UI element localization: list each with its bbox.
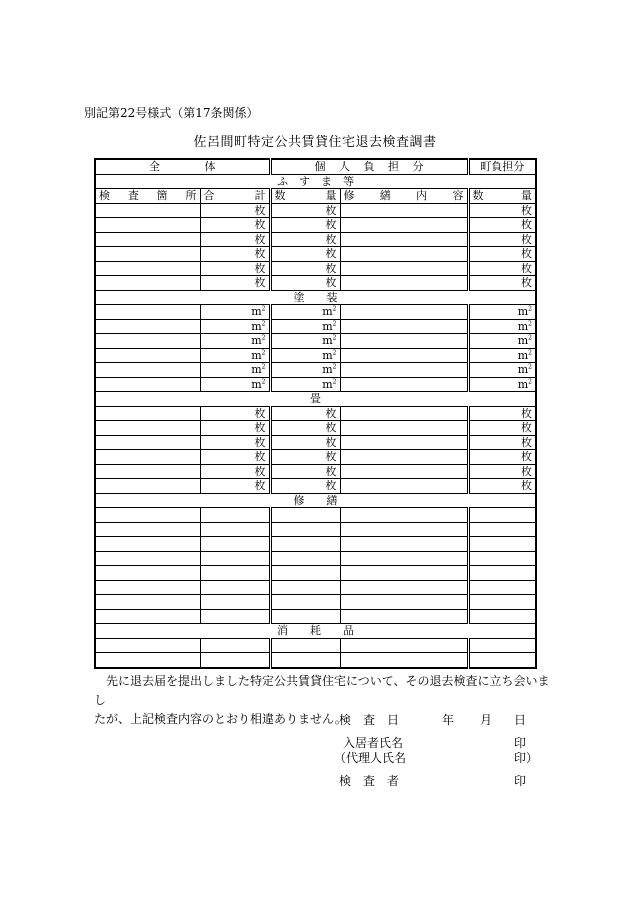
unit-sheet: 枚 xyxy=(521,247,532,261)
town-qty-cell xyxy=(468,522,536,537)
unit-sqm: m xyxy=(251,334,262,348)
section-title: ふ す ま 等 xyxy=(277,174,354,188)
fusuma-row xyxy=(95,203,536,218)
unit-sqm-superscript: 2 xyxy=(261,320,266,328)
unit-sqm-superscript: 2 xyxy=(528,363,532,371)
qty-cell xyxy=(270,276,340,291)
unit-sqm: m xyxy=(251,305,262,319)
qty-cell xyxy=(270,334,340,349)
unit-sqm: m xyxy=(251,363,262,377)
total-cell xyxy=(200,638,270,653)
label-part: 数 xyxy=(472,189,484,203)
location-cell xyxy=(95,276,200,291)
unit-sheet: 枚 xyxy=(521,232,532,246)
total-cell xyxy=(200,218,270,233)
unit-sheet: 枚 xyxy=(254,435,266,449)
location-cell xyxy=(95,232,200,247)
repair-content-cell xyxy=(340,406,468,421)
repair-content-cell xyxy=(340,232,468,247)
qty-cell xyxy=(270,421,340,436)
unit-sheet: 枚 xyxy=(254,232,266,246)
label-part: 容 xyxy=(452,189,464,203)
location-cell xyxy=(95,363,200,378)
label-part: 検 xyxy=(99,189,110,203)
unit-sheet: 枚 xyxy=(521,218,532,232)
section-consumables-title xyxy=(95,624,536,639)
col-inspection-location xyxy=(95,189,200,204)
qty-cell xyxy=(270,406,340,421)
unit-sheet: 枚 xyxy=(521,261,532,275)
repair-content-cell xyxy=(340,479,468,494)
total-cell xyxy=(200,421,270,436)
total-cell xyxy=(200,334,270,349)
unit-sqm: m xyxy=(322,334,333,348)
town-qty-cell xyxy=(468,406,536,421)
total-cell xyxy=(200,305,270,320)
location-cell xyxy=(95,421,200,436)
qty-cell xyxy=(270,580,340,595)
town-qty-cell xyxy=(468,653,536,668)
unit-sqm-superscript: 2 xyxy=(528,378,532,386)
resident-seal: 印 xyxy=(514,736,527,750)
unit-sheet: 枚 xyxy=(521,435,532,449)
qty-cell xyxy=(270,522,340,537)
unit-sqm-superscript: 2 xyxy=(528,305,532,313)
section-paint xyxy=(95,290,536,305)
unit-sqm: m xyxy=(517,377,529,391)
town-qty-cell xyxy=(468,218,536,233)
form-number-label: 別記第22号様式（第17条関係） xyxy=(84,106,259,120)
repair-content-cell xyxy=(340,566,468,581)
unit-sheet: 枚 xyxy=(254,276,266,290)
inspection-table xyxy=(94,158,537,669)
tatami-row xyxy=(95,435,536,450)
section-tatami-title xyxy=(95,392,536,407)
repair-row xyxy=(95,537,536,552)
unit-sqm-superscript: 2 xyxy=(261,378,266,386)
unit-sheet: 枚 xyxy=(325,421,337,435)
town-qty-cell xyxy=(468,334,536,349)
town-qty-cell xyxy=(468,276,536,291)
repair-content-cell xyxy=(340,638,468,653)
repair-content-cell xyxy=(340,435,468,450)
town-qty-cell xyxy=(468,638,536,653)
location-cell xyxy=(95,218,200,233)
town-qty-cell xyxy=(468,363,536,378)
location-cell xyxy=(95,261,200,276)
total-cell xyxy=(200,276,270,291)
section-fusuma-title xyxy=(95,174,536,189)
total-cell xyxy=(200,406,270,421)
town-qty-cell xyxy=(468,421,536,436)
inspector-seal: 印 xyxy=(514,774,527,788)
repair-row xyxy=(95,522,536,537)
fusuma-row xyxy=(95,247,536,262)
unit-sheet: 枚 xyxy=(325,247,337,261)
total-cell xyxy=(200,203,270,218)
town-qty-cell xyxy=(468,609,536,624)
town-qty-cell xyxy=(468,464,536,479)
total-cell xyxy=(200,479,270,494)
location-cell xyxy=(95,508,200,523)
town-qty-cell xyxy=(468,595,536,610)
total-cell xyxy=(200,247,270,262)
repair-content-cell xyxy=(340,363,468,378)
header-personal-share: 個 人 負 担 分 xyxy=(270,159,468,174)
label-part: 修 xyxy=(343,189,355,203)
repair-content-cell xyxy=(340,653,468,668)
unit-sheet: 枚 xyxy=(521,203,532,217)
label-part: 量 xyxy=(325,189,337,203)
unit-sqm-superscript: 2 xyxy=(332,305,337,313)
repair-content-cell xyxy=(340,203,468,218)
unit-sheet: 枚 xyxy=(254,421,266,435)
total-cell xyxy=(200,377,270,392)
location-cell xyxy=(95,377,200,392)
location-cell xyxy=(95,580,200,595)
unit-sqm-superscript: 2 xyxy=(332,363,337,371)
town-qty-cell xyxy=(468,435,536,450)
unit-sqm: m xyxy=(517,348,529,362)
col-town-quantity xyxy=(468,189,536,204)
unit-sheet: 枚 xyxy=(325,464,337,478)
paint-row xyxy=(95,348,536,363)
agent-seal: 印） xyxy=(514,751,539,765)
location-cell xyxy=(95,595,200,610)
total-cell xyxy=(200,566,270,581)
unit-sqm: m xyxy=(517,319,529,333)
label-part: 所 xyxy=(185,189,197,203)
unit-sheet: 枚 xyxy=(254,203,266,217)
col-quantity xyxy=(270,189,340,204)
unit-sheet: 枚 xyxy=(325,203,337,217)
location-cell xyxy=(95,247,200,262)
section-paint-title xyxy=(95,290,536,305)
qty-cell xyxy=(270,638,340,653)
unit-sqm: m xyxy=(322,377,333,391)
qty-cell xyxy=(270,377,340,392)
unit-sqm: m xyxy=(251,348,262,362)
location-cell xyxy=(95,348,200,363)
town-qty-cell xyxy=(468,261,536,276)
consumables-row xyxy=(95,653,536,668)
repair-row xyxy=(95,595,536,610)
repair-row xyxy=(95,508,536,523)
total-cell xyxy=(200,319,270,334)
town-qty-cell xyxy=(468,450,536,465)
col-total xyxy=(200,189,270,204)
location-cell xyxy=(95,334,200,349)
qty-cell xyxy=(270,348,340,363)
unit-sheet: 枚 xyxy=(254,247,266,261)
label-part: 数 xyxy=(274,189,286,203)
repair-content-cell xyxy=(340,305,468,320)
location-cell xyxy=(95,638,200,653)
section-fusuma xyxy=(95,174,536,189)
unit-sqm: m xyxy=(251,377,262,391)
unit-sheet: 枚 xyxy=(521,421,532,435)
repair-content-cell xyxy=(340,247,468,262)
table-header-row xyxy=(95,159,536,174)
qty-cell xyxy=(270,319,340,334)
unit-sheet: 枚 xyxy=(521,464,532,478)
qty-cell xyxy=(270,609,340,624)
repair-content-cell xyxy=(340,334,468,349)
label-part: 合 xyxy=(203,189,215,203)
repair-content-cell xyxy=(340,218,468,233)
resident-name-label: 入居者氏名 xyxy=(343,736,404,750)
total-cell xyxy=(200,261,270,276)
unit-sqm: m xyxy=(322,363,333,377)
header-all: 全 体 xyxy=(95,159,270,174)
column-header-row xyxy=(95,189,536,204)
repair-row xyxy=(95,580,536,595)
repair-content-cell xyxy=(340,421,468,436)
unit-sheet: 枚 xyxy=(254,261,266,275)
location-cell xyxy=(95,450,200,465)
unit-sqm-superscript: 2 xyxy=(528,320,532,328)
paint-row xyxy=(95,363,536,378)
repair-content-cell xyxy=(340,609,468,624)
qty-cell xyxy=(270,435,340,450)
section-title: 修 繕 xyxy=(293,493,338,507)
unit-sheet: 枚 xyxy=(254,479,266,493)
qty-cell xyxy=(270,247,340,262)
label-part: 査 xyxy=(127,189,139,203)
town-qty-cell xyxy=(468,348,536,363)
unit-sheet: 枚 xyxy=(325,261,337,275)
label-part: 繕 xyxy=(379,189,391,203)
total-cell xyxy=(200,348,270,363)
repair-row xyxy=(95,609,536,624)
unit-sheet: 枚 xyxy=(254,464,266,478)
fusuma-row xyxy=(95,232,536,247)
qty-cell xyxy=(270,566,340,581)
town-qty-cell xyxy=(468,551,536,566)
unit-sheet: 枚 xyxy=(325,406,337,420)
repair-row xyxy=(95,566,536,581)
repair-row xyxy=(95,551,536,566)
location-cell xyxy=(95,435,200,450)
repair-content-cell xyxy=(340,580,468,595)
paint-row xyxy=(95,334,536,349)
fusuma-row xyxy=(95,276,536,291)
inspector-label: 検 査 者 xyxy=(339,774,400,788)
tatami-row xyxy=(95,421,536,436)
section-repair xyxy=(95,493,536,508)
qty-cell xyxy=(270,232,340,247)
fusuma-row xyxy=(95,261,536,276)
label-part: 計 xyxy=(254,189,266,203)
repair-content-cell xyxy=(340,276,468,291)
unit-sqm-superscript: 2 xyxy=(332,378,337,386)
total-cell xyxy=(200,580,270,595)
unit-sheet: 枚 xyxy=(325,218,337,232)
location-cell xyxy=(95,319,200,334)
repair-content-cell xyxy=(340,450,468,465)
header-town-share: 町負担分 xyxy=(468,159,536,174)
town-qty-cell xyxy=(468,508,536,523)
label-part: 内 xyxy=(416,189,428,203)
qty-cell xyxy=(270,305,340,320)
town-qty-cell xyxy=(468,537,536,552)
label-part: 量 xyxy=(521,189,532,203)
unit-sheet: 枚 xyxy=(325,232,337,246)
qty-cell xyxy=(270,450,340,465)
unit-sqm: m xyxy=(517,363,529,377)
inspection-date-label: 検 査 日 xyxy=(339,713,400,727)
tatami-row xyxy=(95,479,536,494)
unit-sheet: 枚 xyxy=(254,406,266,420)
qty-cell xyxy=(270,464,340,479)
unit-sheet: 枚 xyxy=(325,435,337,449)
paint-row xyxy=(95,377,536,392)
total-cell xyxy=(200,653,270,668)
total-cell xyxy=(200,450,270,465)
location-cell xyxy=(95,653,200,668)
paint-row xyxy=(95,305,536,320)
unit-sheet: 枚 xyxy=(325,479,337,493)
town-qty-cell xyxy=(468,247,536,262)
repair-content-cell xyxy=(340,464,468,479)
total-cell xyxy=(200,508,270,523)
qty-cell xyxy=(270,551,340,566)
unit-sqm-superscript: 2 xyxy=(261,349,266,357)
repair-content-cell xyxy=(340,377,468,392)
repair-content-cell xyxy=(340,508,468,523)
location-cell xyxy=(95,203,200,218)
tatami-row xyxy=(95,406,536,421)
repair-content-cell xyxy=(340,348,468,363)
location-cell xyxy=(95,479,200,494)
repair-content-cell xyxy=(340,551,468,566)
unit-sheet: 枚 xyxy=(254,450,266,464)
unit-sheet: 枚 xyxy=(521,276,532,290)
unit-sheet: 枚 xyxy=(521,450,532,464)
qty-cell xyxy=(270,203,340,218)
tatami-row xyxy=(95,450,536,465)
location-cell xyxy=(95,537,200,552)
date-day: 日 xyxy=(514,713,527,727)
total-cell xyxy=(200,232,270,247)
qty-cell xyxy=(270,261,340,276)
total-cell xyxy=(200,595,270,610)
unit-sqm: m xyxy=(322,305,333,319)
unit-sqm: m xyxy=(517,305,529,319)
section-consumables xyxy=(95,624,536,639)
total-cell xyxy=(200,522,270,537)
unit-sheet: 枚 xyxy=(325,450,337,464)
section-title: 畳 xyxy=(310,392,321,406)
paint-row xyxy=(95,319,536,334)
date-year: 年 xyxy=(442,713,455,727)
repair-content-cell xyxy=(340,595,468,610)
town-qty-cell xyxy=(468,305,536,320)
label-part: 箇 xyxy=(156,189,168,203)
unit-sqm: m xyxy=(322,319,333,333)
location-cell xyxy=(95,305,200,320)
total-cell xyxy=(200,464,270,479)
town-qty-cell xyxy=(468,479,536,494)
unit-sheet: 枚 xyxy=(254,218,266,232)
date-month: 月 xyxy=(480,713,493,727)
unit-sheet: 枚 xyxy=(521,406,532,420)
town-qty-cell xyxy=(468,377,536,392)
col-repair-content xyxy=(340,189,468,204)
total-cell xyxy=(200,537,270,552)
unit-sqm-superscript: 2 xyxy=(332,349,337,357)
total-cell xyxy=(200,363,270,378)
section-title: 消 耗 品 xyxy=(277,624,354,638)
total-cell xyxy=(200,609,270,624)
location-cell xyxy=(95,464,200,479)
repair-content-cell xyxy=(340,261,468,276)
tatami-row xyxy=(95,464,536,479)
qty-cell xyxy=(270,537,340,552)
unit-sqm-superscript: 2 xyxy=(261,305,266,313)
section-tatami xyxy=(95,392,536,407)
section-title: 塗 装 xyxy=(293,290,338,304)
location-cell xyxy=(95,609,200,624)
location-cell xyxy=(95,522,200,537)
consumables-row xyxy=(95,638,536,653)
total-cell xyxy=(200,551,270,566)
qty-cell xyxy=(270,363,340,378)
unit-sqm-superscript: 2 xyxy=(332,320,337,328)
agent-name-label: （代理人氏名 xyxy=(334,751,407,765)
qty-cell xyxy=(270,595,340,610)
qty-cell xyxy=(270,218,340,233)
town-qty-cell xyxy=(468,232,536,247)
unit-sqm: m xyxy=(322,348,333,362)
repair-content-cell xyxy=(340,319,468,334)
location-cell xyxy=(95,551,200,566)
unit-sqm-superscript: 2 xyxy=(261,363,266,371)
town-qty-cell xyxy=(468,580,536,595)
fusuma-row xyxy=(95,218,536,233)
section-repair-title xyxy=(95,493,536,508)
unit-sqm-superscript: 2 xyxy=(332,334,337,342)
town-qty-cell xyxy=(468,319,536,334)
unit-sheet: 枚 xyxy=(521,479,532,493)
location-cell xyxy=(95,406,200,421)
town-qty-cell xyxy=(468,566,536,581)
statement-text: 先に退去届を提出しました特定公共賃貸住宅について、その退去検査に立ち会いまし たが、上記検査内容のとおり相違ありません。 xyxy=(94,674,550,726)
repair-content-cell xyxy=(340,537,468,552)
unit-sqm-superscript: 2 xyxy=(528,334,532,342)
location-cell xyxy=(95,566,200,581)
qty-cell xyxy=(270,653,340,668)
unit-sqm: m xyxy=(517,334,529,348)
unit-sqm: m xyxy=(251,319,262,333)
qty-cell xyxy=(270,508,340,523)
unit-sheet: 枚 xyxy=(325,276,337,290)
unit-sqm-superscript: 2 xyxy=(261,334,266,342)
town-qty-cell xyxy=(468,203,536,218)
total-cell xyxy=(200,435,270,450)
unit-sqm-superscript: 2 xyxy=(528,349,532,357)
repair-content-cell xyxy=(340,522,468,537)
qty-cell xyxy=(270,479,340,494)
document-title: 佐呂間町特定公共賃貸住宅退去検査調書 xyxy=(193,135,437,150)
